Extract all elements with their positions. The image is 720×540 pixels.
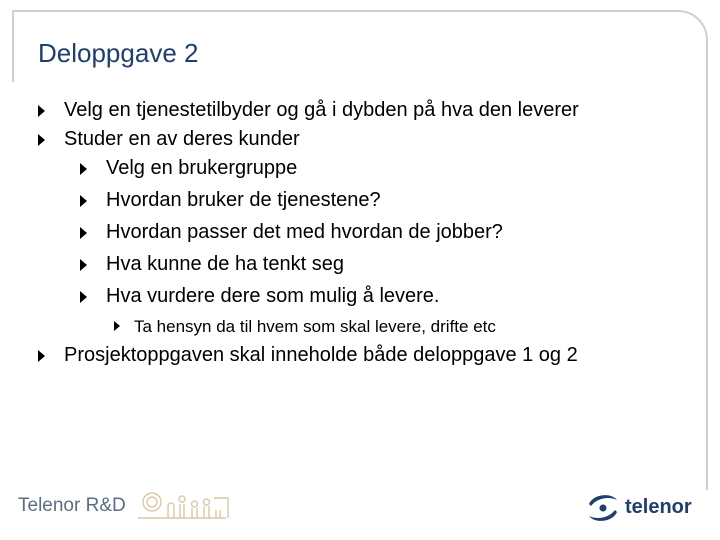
bullet-text: Hva kunne de ha tenkt seg [106, 253, 344, 275]
frame-divider [12, 10, 14, 82]
bullet-text: Velg en tjenestetilbyder og gå i dybden på hva den leverer [64, 99, 579, 121]
telenor-propeller-icon [585, 490, 621, 526]
bullet-text: Ta hensyn da til hvem som skal levere, drifte etc [134, 317, 496, 336]
sub-bullet-item [80, 220, 678, 244]
bullet-item [38, 343, 678, 367]
bullet-arrow-icon [38, 105, 45, 117]
bullet-arrow-icon [114, 321, 120, 331]
telenor-logo [585, 490, 705, 526]
bullet-text: Hva vurdere dere som mulig å levere. [106, 285, 440, 307]
sub-bullet-item [80, 188, 678, 212]
sub-sub-bullet-item [114, 316, 678, 337]
bullet-arrow-icon [80, 259, 87, 271]
bullet-arrow-icon [38, 134, 45, 146]
sub-bullet-item [80, 252, 678, 276]
bullet-text: Hvordan passer det med hvordan de jobber? [106, 221, 503, 243]
bullet-text: Velg en brukergruppe [106, 157, 298, 179]
bullet-item [38, 98, 678, 122]
sub-bullet-item [80, 284, 678, 308]
telenor-rd-logo: Telenor R&D [18, 495, 126, 516]
bullet-arrow-icon [80, 163, 87, 175]
bullet-item [38, 127, 678, 151]
bullet-text: Hvordan bruker de tjenestene? [106, 189, 381, 211]
bullet-arrow-icon [80, 227, 87, 239]
bullet-arrow-icon [80, 291, 87, 303]
bullet-list [38, 98, 678, 372]
bullet-arrow-icon [80, 195, 87, 207]
sub-bullet-item [80, 156, 678, 180]
bullet-text: Prosjektoppgaven skal inneholde både deloppgave 1 og 2 [64, 344, 578, 366]
bullet-text: Studer en av deres kunder [64, 128, 300, 150]
telenor-logo-text: telenor [625, 496, 692, 518]
people-illustration-icon [134, 488, 230, 522]
slide-title: Deloppgave 2 [38, 38, 199, 68]
bullet-arrow-icon [38, 350, 45, 362]
